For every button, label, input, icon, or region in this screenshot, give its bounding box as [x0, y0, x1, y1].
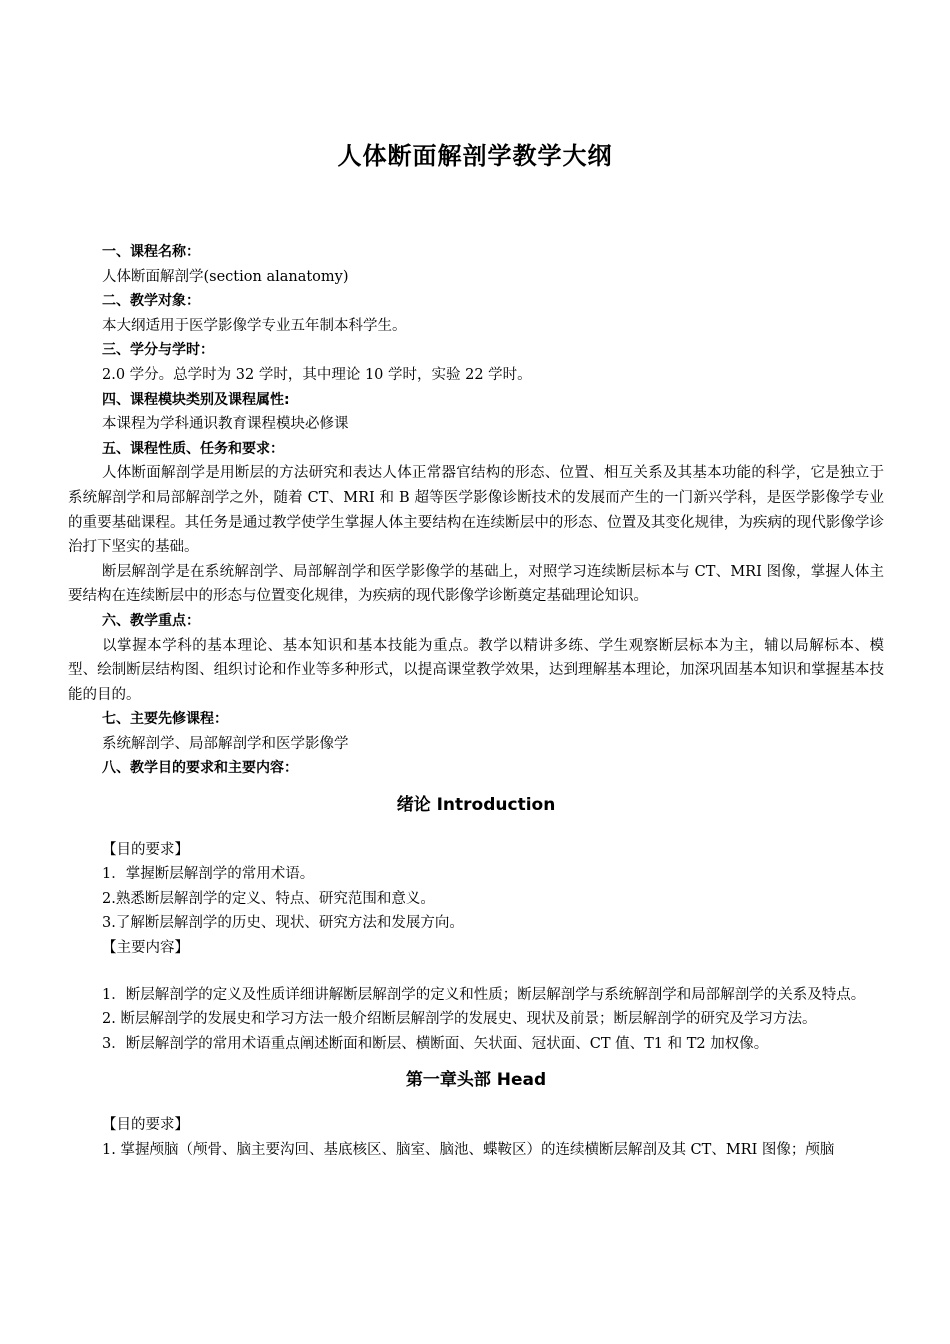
- head-requirements-label: 【目的要求】: [102, 1117, 189, 1133]
- section-heading-module: 四、课程模块类别及课程属性:: [102, 391, 290, 408]
- chapter-title-introduction: 绪论 Introduction: [396, 795, 556, 816]
- intro-content-1: 1．断层解剖学的定义及性质详细讲解断层解剖学的定义和性质；断层解剖学与系统解剖学和局部解剖学的关系及特点。: [102, 986, 866, 1003]
- intro-content-2: 2. 断层解剖学的发展史和学习方法一般介绍断层解剖学的发展史、现状及前景；断层解剖学的研究及学习方法。: [102, 1011, 817, 1028]
- module-text: 本课程为学科通识教育课程模块必修课: [102, 416, 349, 433]
- section-heading-audience: 二、教学对象：: [102, 293, 200, 310]
- section-heading-nature: 五、课程性质、任务和要求：: [102, 440, 284, 457]
- intro-requirement-1: 1．掌握断层解剖学的常用术语。: [102, 866, 315, 883]
- head-requirement-1: 1. 掌握颅脑（颅骨、脑主要沟回、基底核区、脑室、脑池、蝶鞍区）的连续横断层解剖及其 CT、MRI 图像；颅脑: [102, 1141, 835, 1158]
- chapter-title-head: 第一章头部 Head: [405, 1070, 547, 1091]
- intro-requirement-3: 3.了解断层解剖学的历史、现状、研究方法和发展方向。: [102, 915, 464, 932]
- course-name-text: 人体断面解剖学(section alanatomy): [102, 268, 349, 285]
- intro-requirement-2: 2.熟悉断层解剖学的定义、特点、研究范围和意义。: [102, 890, 435, 907]
- focus-paragraph: 以掌握本学科的基本理论、基本知识和基本技能为重点。教学以精讲多练、学生观察断层标本为主，辅以局解标本、模型、绘制断层结构图、组织讨论和作业等多种形式，以提高课堂教学效果，达到理解基本理论，加深巩固基本知识和掌握基本技能的目的。: [68, 637, 884, 703]
- intro-content-3: 3．断层解剖学的常用术语重点阐述断面和断层、横断面、矢状面、冠状面、CT 值、T1 和 T2 加权像。: [102, 1035, 769, 1052]
- document-body: [68, 240, 884, 1162]
- intro-content-label: 【主要内容】: [102, 940, 189, 957]
- prerequisites-text: 系统解剖学、局部解剖学和医学影像学: [102, 735, 349, 752]
- intro-requirements-label: 【目的要求】: [102, 841, 189, 858]
- section-heading-focus: 六、教学重点：: [102, 612, 200, 629]
- document-title: 人体断面解剖学教学大纲: [337, 142, 613, 170]
- nature-paragraph-2: 断层解剖学是在系统解剖学、局部解剖学和医学影像学的基础上，对照学习连续断层标本与 CT、MRI 图像，掌握人体主要结构在连续断层中的形态与位置变化规律，为疾病的现代影像学诊断奠定基础理论知识。: [68, 563, 884, 605]
- nature-paragraph-1: 人体断面解剖学是用断层的方法研究和表达人体正常器官结构的形态、位置、相互关系及其基本功能的科学，它是独立于系统解剖学和局部解剖学之外，随着 CT、MRI 和 B 超等医学影像诊断技术的发展而产生的一门新兴学科，是医学影像学专业的重要基础课程。其任务是通过教学使学生掌握人体主要结构在连续断层中的形态、位置及其变化规律，为疾病的现代影像学诊治打下坚实的基础。: [68, 465, 884, 556]
- section-heading-credits: 三、学分与学时：: [102, 342, 214, 359]
- audience-text: 本大纲适用于医学影像学专业五年制本科学生。: [102, 317, 407, 334]
- credits-text: 2.0 学分。总学时为 32 学时，其中理论 10 学时，实验 22 学时。: [102, 366, 532, 383]
- section-heading-objectives: 八、教学目的要求和主要内容：: [102, 760, 298, 777]
- section-heading-prerequisites: 七、主要先修课程：: [102, 711, 228, 728]
- section-heading-course-name: 一、课程名称：: [102, 244, 200, 260]
- spacer: [68, 961, 884, 983]
